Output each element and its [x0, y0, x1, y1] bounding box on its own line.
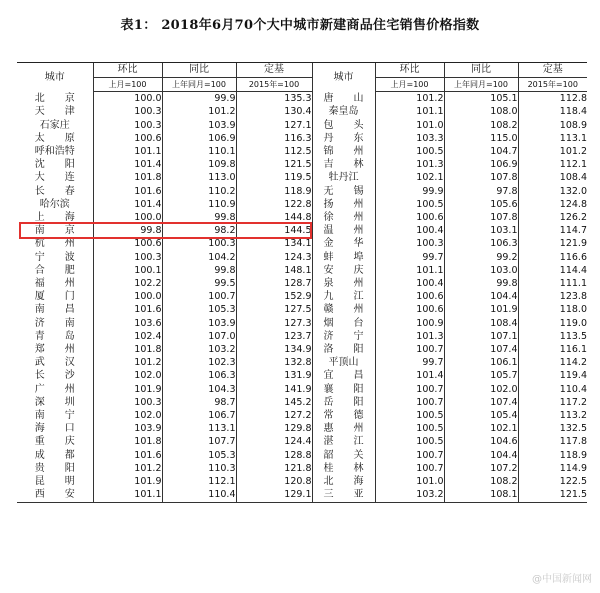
city-name-cell: 湛 江: [312, 435, 375, 448]
base-value-cell: 110.4: [518, 383, 587, 396]
yoy-value-cell: 106.1: [444, 356, 518, 369]
table-row: [17, 198, 587, 211]
base-value-cell: 126.2: [518, 211, 587, 224]
mom-value-cell: 100.5: [375, 198, 444, 211]
city-name-cell: 扬 州: [312, 198, 375, 211]
table-row: [17, 383, 587, 396]
highlight-box: [19, 222, 312, 239]
base-value-cell: 118.4: [518, 105, 587, 118]
city-name-cell: 岳 阳: [312, 396, 375, 409]
mom-value-cell: 101.8: [93, 343, 162, 356]
city-name-cell: 徐 州: [312, 211, 375, 224]
mom-value-cell: 100.3: [93, 396, 162, 409]
base-value-cell: 124.4: [236, 435, 312, 448]
yoy-value-cell: 106.9: [162, 132, 236, 145]
city-name-cell: 南 宁: [34, 410, 75, 422]
base-header: 定基: [518, 63, 587, 78]
mom-value-cell: 101.3: [375, 330, 444, 343]
base-value-cell: 116.6: [518, 251, 587, 264]
city-name-cell: 济 南: [34, 317, 75, 329]
base-value-cell: 114.4: [518, 264, 587, 277]
base-value-cell: 101.2: [518, 145, 587, 158]
city-name-cell: 蚌 埠: [312, 251, 375, 264]
yoy-value-cell: 107.4: [444, 396, 518, 409]
base-value-cell: 122.5: [518, 475, 587, 488]
table-row: [17, 145, 587, 158]
city-name-cell: 上 海: [34, 212, 75, 224]
table-row: [17, 185, 587, 198]
base-value-cell: 118.0: [518, 303, 587, 316]
mom-value-cell: 101.1: [93, 488, 162, 502]
city-name-cell: 南 昌: [34, 304, 75, 316]
base-value-cell: 129.8: [236, 422, 312, 435]
yoy-value-cell: 106.9: [444, 158, 518, 171]
mom-value-cell: 100.7: [375, 462, 444, 475]
base-value-cell: 108.4: [518, 171, 587, 184]
mom-header: 环比: [375, 63, 444, 78]
table-title: 表1： 2018年6月70个大中城市新建商品住宅销售价格指数: [120, 18, 480, 33]
table-row: [17, 435, 587, 448]
yoy-value-cell: 99.9: [162, 92, 236, 106]
yoy-value-cell: 108.4: [444, 317, 518, 330]
mom-value-cell: 100.9: [375, 317, 444, 330]
city-name-cell: 赣 州: [312, 303, 375, 316]
base-value-cell: 116.1: [518, 343, 587, 356]
city-name-cell: 北 海: [312, 475, 375, 488]
base-value-cell: 127.3: [236, 317, 312, 330]
city-name-cell: 唐 山: [312, 92, 375, 106]
yoy-base-label: 上年同月=100: [162, 78, 236, 92]
yoy-value-cell: 98.7: [162, 396, 236, 409]
mom-value-cell: 100.1: [93, 264, 162, 277]
base-value-cell: 134.9: [236, 343, 312, 356]
mom-value-cell: 102.1: [375, 171, 444, 184]
city-name-cell: 福 州: [34, 278, 75, 290]
yoy-value-cell: 102.1: [444, 422, 518, 435]
city-name-cell: 金 华: [312, 237, 375, 250]
base-value-cell: 118.9: [236, 185, 312, 198]
mom-value-cell: 100.3: [93, 251, 162, 264]
mom-value-cell: 103.6: [93, 317, 162, 330]
table-row: [17, 290, 587, 303]
mom-value-cell: 100.6: [93, 132, 162, 145]
base-value-cell: 134.1: [236, 237, 312, 250]
city-name-cell: 平顶山: [312, 356, 375, 369]
city-name-cell: 厦 门: [34, 291, 75, 303]
mom-value-cell: 101.8: [93, 171, 162, 184]
base-value-cell: 128.7: [236, 277, 312, 290]
mom-value-cell: 102.2: [93, 277, 162, 290]
city-name-cell: 洛 阳: [312, 343, 375, 356]
city-name-cell: 重 庆: [34, 436, 75, 448]
mom-value-cell: 100.7: [375, 396, 444, 409]
base-value-cell: 112.5: [236, 145, 312, 158]
city-name-cell: 惠 州: [312, 422, 375, 435]
yoy-header: 同比: [162, 63, 236, 78]
table-row: [17, 356, 587, 369]
base-value-cell: 152.9: [236, 290, 312, 303]
yoy-value-cell: 104.6: [444, 435, 518, 448]
yoy-value-cell: 105.4: [444, 409, 518, 422]
city-name-cell: 昆 明: [34, 476, 75, 488]
fixed-base-label: 2015年=100: [236, 78, 312, 92]
mom-value-cell: 99.9: [375, 185, 444, 198]
mom-value-cell: 102.0: [93, 409, 162, 422]
city-name-cell: 郑 州: [34, 344, 75, 356]
city-name-cell: 青 岛: [34, 330, 75, 342]
table-row: [17, 277, 587, 290]
base-value-cell: 132.0: [518, 185, 587, 198]
base-value-cell: 129.1: [236, 488, 312, 502]
city-name-cell: 贵 阳: [34, 462, 75, 474]
base-value-cell: 132.8: [236, 356, 312, 369]
yoy-value-cell: 106.3: [162, 369, 236, 382]
yoy-value-cell: 99.2: [444, 251, 518, 264]
table-row: [17, 303, 587, 316]
yoy-value-cell: 115.0: [444, 132, 518, 145]
base-value-cell: 131.9: [236, 369, 312, 382]
base-value-cell: 121.5: [518, 488, 587, 502]
mom-base-label: 上月=100: [93, 78, 162, 92]
city-name-cell: 哈尔滨: [39, 198, 70, 210]
table-row: [17, 449, 587, 462]
yoy-value-cell: 97.8: [444, 185, 518, 198]
mom-value-cell: 103.3: [375, 132, 444, 145]
mom-base-label: 上月=100: [375, 78, 444, 92]
city-name-cell: 深 圳: [34, 396, 75, 408]
yoy-value-cell: 105.1: [444, 92, 518, 106]
yoy-value-cell: 105.7: [444, 369, 518, 382]
fixed-base-label: 2015年=100: [518, 78, 587, 92]
city-name-cell: 泉 州: [312, 277, 375, 290]
mom-value-cell: 101.6: [93, 303, 162, 316]
base-value-cell: 127.5: [236, 303, 312, 316]
watermark: @中国新闻网: [532, 574, 592, 585]
city-name-cell: 广 州: [34, 383, 75, 395]
yoy-value-cell: 104.7: [444, 145, 518, 158]
mom-value-cell: 100.6: [375, 303, 444, 316]
city-name-cell: 呼和浩特: [34, 146, 75, 158]
mom-value-cell: 100.0: [93, 92, 162, 106]
city-name-cell: 宁 波: [34, 251, 75, 263]
table-row: [17, 343, 587, 356]
city-name-cell: 海 口: [34, 423, 75, 435]
yoy-value-cell: 105.3: [162, 449, 236, 462]
city-name-cell: 吉 林: [312, 158, 375, 171]
mom-value-cell: 100.5: [375, 435, 444, 448]
base-value-cell: 113.2: [518, 409, 587, 422]
header-row: [17, 63, 587, 78]
mom-value-cell: 100.0: [93, 290, 162, 303]
base-value-cell: 119.5: [236, 171, 312, 184]
mom-value-cell: 101.9: [93, 383, 162, 396]
city-name-cell: 沈 阳: [34, 159, 75, 171]
city-name-cell: 牡丹江: [312, 171, 375, 184]
yoy-value-cell: 110.4: [162, 488, 236, 502]
base-value-cell: 124.8: [518, 198, 587, 211]
mom-value-cell: 100.7: [375, 383, 444, 396]
table-row: [17, 171, 587, 184]
yoy-value-cell: 104.4: [444, 290, 518, 303]
mom-value-cell: 101.2: [93, 462, 162, 475]
city-name-cell: 成 都: [34, 449, 75, 461]
yoy-value-cell: 105.6: [444, 198, 518, 211]
city-name-cell: 桂 林: [312, 462, 375, 475]
mom-value-cell: 102.0: [93, 369, 162, 382]
mom-header: 环比: [93, 63, 162, 78]
table-row: [17, 462, 587, 475]
mom-value-cell: 101.2: [93, 356, 162, 369]
base-value-cell: 127.2: [236, 409, 312, 422]
yoy-value-cell: 99.8: [444, 277, 518, 290]
table-row: [17, 264, 587, 277]
mom-value-cell: 100.5: [375, 145, 444, 158]
table-row: [17, 409, 587, 422]
base-value-cell: 121.5: [236, 158, 312, 171]
yoy-value-cell: 99.8: [162, 211, 236, 224]
city-name-cell: 大 连: [34, 172, 75, 184]
yoy-value-cell: 105.3: [162, 303, 236, 316]
city-name-cell: 安 庆: [312, 264, 375, 277]
base-value-cell: 118.9: [518, 449, 587, 462]
city-name-cell: 锦 州: [312, 145, 375, 158]
base-value-cell: 112.8: [518, 92, 587, 106]
city-name-cell: 丹 东: [312, 132, 375, 145]
mom-value-cell: 100.3: [375, 237, 444, 250]
mom-value-cell: 100.6: [375, 290, 444, 303]
city-name-cell: 常 德: [312, 409, 375, 422]
base-value-cell: 144.5: [236, 224, 312, 237]
city-name-cell: 南 京: [34, 225, 75, 237]
mom-value-cell: 99.7: [375, 356, 444, 369]
table-row: [17, 132, 587, 145]
base-value-cell: 123.8: [518, 290, 587, 303]
base-value-cell: 127.1: [236, 119, 312, 132]
mom-value-cell: 100.0: [93, 211, 162, 224]
mom-value-cell: 101.8: [93, 435, 162, 448]
city-name-cell: 太 原: [34, 132, 75, 144]
base-value-cell: 130.4: [236, 105, 312, 118]
mom-value-cell: 100.5: [375, 422, 444, 435]
yoy-value-cell: 106.7: [162, 409, 236, 422]
yoy-value-cell: 107.1: [444, 330, 518, 343]
yoy-value-cell: 108.2: [444, 119, 518, 132]
yoy-value-cell: 101.9: [444, 303, 518, 316]
base-value-cell: 128.8: [236, 449, 312, 462]
mom-value-cell: 102.4: [93, 330, 162, 343]
mom-value-cell: 101.4: [93, 198, 162, 211]
mom-value-cell: 101.0: [375, 475, 444, 488]
yoy-value-cell: 98.2: [162, 224, 236, 237]
yoy-value-cell: 104.3: [162, 383, 236, 396]
yoy-value-cell: 108.2: [444, 475, 518, 488]
mom-value-cell: 101.6: [93, 449, 162, 462]
yoy-value-cell: 103.0: [444, 264, 518, 277]
table-row: [17, 105, 587, 118]
table-row: [17, 92, 587, 106]
mom-value-cell: 101.4: [93, 158, 162, 171]
table-row: [17, 317, 587, 330]
table-row: [17, 369, 587, 382]
base-value-cell: 111.1: [518, 277, 587, 290]
city-name-cell: 西 安: [17, 488, 93, 502]
yoy-value-cell: 104.2: [162, 251, 236, 264]
city-name-cell: 九 江: [312, 290, 375, 303]
city-name-cell: 石家庄: [39, 119, 70, 131]
yoy-base-label: 上年同月=100: [444, 78, 518, 92]
mom-value-cell: 103.9: [93, 422, 162, 435]
base-value-cell: 119.0: [518, 317, 587, 330]
base-value-cell: 108.9: [518, 119, 587, 132]
table-row: [17, 422, 587, 435]
base-value-cell: 132.5: [518, 422, 587, 435]
yoy-value-cell: 104.4: [444, 449, 518, 462]
base-value-cell: 114.7: [518, 224, 587, 237]
yoy-header: 同比: [444, 63, 518, 78]
city-name-cell: 包 头: [312, 119, 375, 132]
city-name-cell: 北 京: [34, 92, 75, 104]
yoy-value-cell: 109.8: [162, 158, 236, 171]
mom-value-cell: 100.4: [375, 277, 444, 290]
price-index-table: [17, 62, 587, 503]
base-value-cell: 113.5: [518, 330, 587, 343]
mom-value-cell: 101.1: [375, 105, 444, 118]
base-value-cell: 135.3: [236, 92, 312, 106]
mom-value-cell: 103.2: [375, 488, 444, 502]
city-name-cell: 长 春: [34, 185, 75, 197]
base-value-cell: 121.8: [236, 462, 312, 475]
city-name-cell: 无 锡: [312, 185, 375, 198]
mom-value-cell: 100.6: [93, 237, 162, 250]
mom-value-cell: 99.7: [375, 251, 444, 264]
subheader-row: [17, 78, 587, 92]
yoy-value-cell: 107.4: [444, 343, 518, 356]
city-name-cell: 宜 昌: [312, 369, 375, 382]
table-row: [17, 475, 587, 488]
base-value-cell: 114.2: [518, 356, 587, 369]
mom-value-cell: 100.3: [93, 119, 162, 132]
yoy-value-cell: 107.8: [444, 211, 518, 224]
yoy-value-cell: 108.1: [444, 488, 518, 502]
mom-value-cell: 99.8: [93, 224, 162, 237]
yoy-value-cell: 110.9: [162, 198, 236, 211]
base-value-cell: 117.2: [518, 396, 587, 409]
table-row: [17, 330, 587, 343]
yoy-value-cell: 99.8: [162, 264, 236, 277]
yoy-value-cell: 107.2: [444, 462, 518, 475]
mom-value-cell: 100.3: [93, 105, 162, 118]
city-name-cell: 韶 关: [312, 449, 375, 462]
base-value-cell: 112.1: [518, 158, 587, 171]
city-name-cell: 秦皇岛: [312, 105, 375, 118]
mom-value-cell: 100.7: [375, 449, 444, 462]
base-value-cell: 145.2: [236, 396, 312, 409]
mom-value-cell: 101.9: [93, 475, 162, 488]
yoy-value-cell: 100.7: [162, 290, 236, 303]
base-value-cell: 144.8: [236, 211, 312, 224]
base-value-cell: 119.4: [518, 369, 587, 382]
yoy-value-cell: 107.0: [162, 330, 236, 343]
yoy-value-cell: 113.1: [162, 422, 236, 435]
city-name-cell: 武 汉: [34, 357, 75, 369]
base-value-cell: 122.8: [236, 198, 312, 211]
yoy-value-cell: 110.3: [162, 462, 236, 475]
table-row: [17, 396, 587, 409]
base-value-cell: 117.8: [518, 435, 587, 448]
mom-value-cell: 100.6: [375, 211, 444, 224]
mom-value-cell: 100.4: [375, 224, 444, 237]
yoy-value-cell: 106.3: [444, 237, 518, 250]
yoy-value-cell: 99.5: [162, 277, 236, 290]
city-name-cell: 温 州: [312, 224, 375, 237]
yoy-value-cell: 113.0: [162, 171, 236, 184]
table-row: [17, 251, 587, 264]
mom-value-cell: 101.1: [93, 145, 162, 158]
city-name-cell: 三 亚: [312, 488, 375, 502]
mom-value-cell: 101.4: [375, 369, 444, 382]
base-value-cell: 113.1: [518, 132, 587, 145]
base-value-cell: 148.1: [236, 264, 312, 277]
base-header: 定基: [236, 63, 312, 78]
city-header: 城市: [17, 63, 93, 92]
base-value-cell: 124.3: [236, 251, 312, 264]
mom-value-cell: 101.6: [93, 185, 162, 198]
city-name-cell: 杭 州: [34, 238, 75, 250]
yoy-value-cell: 102.3: [162, 356, 236, 369]
mom-value-cell: 100.7: [375, 343, 444, 356]
yoy-value-cell: 101.2: [162, 105, 236, 118]
base-value-cell: 116.3: [236, 132, 312, 145]
yoy-value-cell: 110.1: [162, 145, 236, 158]
city-name-cell: 合 肥: [34, 264, 75, 276]
mom-value-cell: 101.3: [375, 158, 444, 171]
table-row: [17, 158, 587, 171]
city-name-cell: 济 宁: [312, 330, 375, 343]
city-name-cell: 襄 阳: [312, 383, 375, 396]
yoy-value-cell: 103.2: [162, 343, 236, 356]
base-value-cell: 123.7: [236, 330, 312, 343]
city-header: 城市: [312, 63, 375, 92]
mom-value-cell: 100.5: [375, 409, 444, 422]
yoy-value-cell: 103.9: [162, 317, 236, 330]
base-value-cell: 120.8: [236, 475, 312, 488]
table-row: [17, 488, 587, 502]
base-value-cell: 121.9: [518, 237, 587, 250]
yoy-value-cell: 107.7: [162, 435, 236, 448]
mom-value-cell: 101.2: [375, 92, 444, 106]
yoy-value-cell: 102.0: [444, 383, 518, 396]
yoy-value-cell: 103.9: [162, 119, 236, 132]
mom-value-cell: 101.1: [375, 264, 444, 277]
table-row: [17, 119, 587, 132]
city-name-cell: 天 津: [34, 106, 75, 118]
city-name-cell: 烟 台: [312, 317, 375, 330]
yoy-value-cell: 108.0: [444, 105, 518, 118]
mom-value-cell: 101.0: [375, 119, 444, 132]
yoy-value-cell: 107.8: [444, 171, 518, 184]
yoy-value-cell: 103.1: [444, 224, 518, 237]
base-value-cell: 114.9: [518, 462, 587, 475]
base-value-cell: 141.9: [236, 383, 312, 396]
yoy-value-cell: 100.3: [162, 237, 236, 250]
yoy-value-cell: 110.2: [162, 185, 236, 198]
city-name-cell: 长 沙: [34, 370, 75, 382]
yoy-value-cell: 112.1: [162, 475, 236, 488]
